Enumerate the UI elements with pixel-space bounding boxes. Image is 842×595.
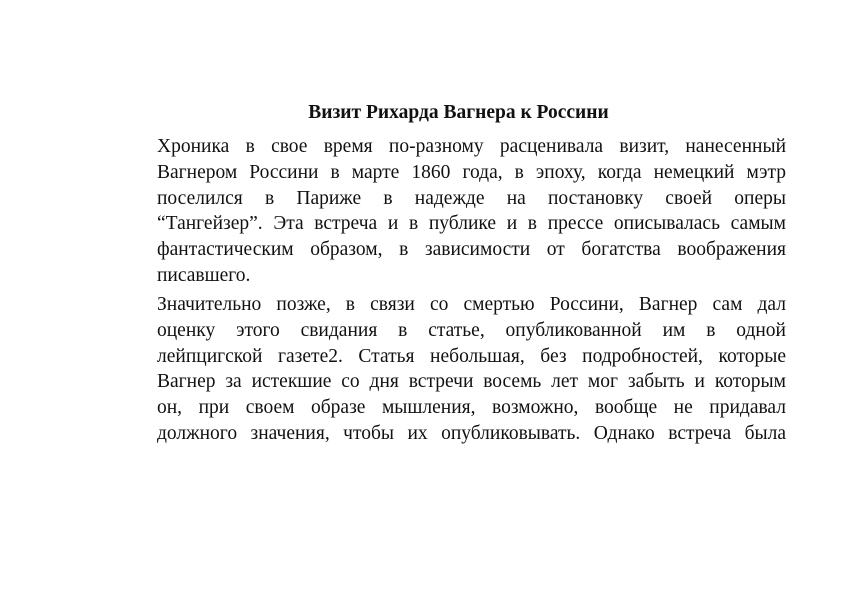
paragraph-1 [131, 134, 786, 289]
paragraph-line: Вагнером Россини в марте 1860 года, в эпоху, когда немецкий мэтр [157, 161, 786, 183]
paragraph-line: должного значения, чтобы их опубликовывать. Однако встреча была [157, 422, 786, 444]
paragraph-line: он, при своем образе мышления, возможно, вообще не придавал [157, 397, 786, 419]
paragraph-line: Значительно позже, в связи со смертью Россини, Вагнер сам дал [157, 294, 786, 315]
paragraph-line: лейпцигской газете2. Статья небольшая, без подробностей, которые [157, 345, 786, 367]
paragraph-line: фантастическим образом, в зависимости от богатства воображения [157, 239, 786, 261]
paragraph-line: Хроника в свое время по-разному расценивала визит, нанесенный [157, 136, 786, 157]
document-title: Визит Рихарда Вагнера к Россини [308, 102, 609, 123]
paragraph-line: писавшего. [157, 264, 251, 286]
paragraph-line: оценку этого свидания в статье, опубликованной им в одной [157, 319, 786, 341]
paragraph-2 [131, 292, 786, 447]
paragraph-line: “Тангейзер”. Эта встреча и в публике и в прессе описывалась самым [157, 213, 786, 235]
paragraph-line: Вагнер за истекшие со дня встречи восемь лет мог забыть и которым [157, 371, 786, 393]
paragraph-line: поселился в Париже в надежде на постановку своей оперы [157, 187, 786, 209]
